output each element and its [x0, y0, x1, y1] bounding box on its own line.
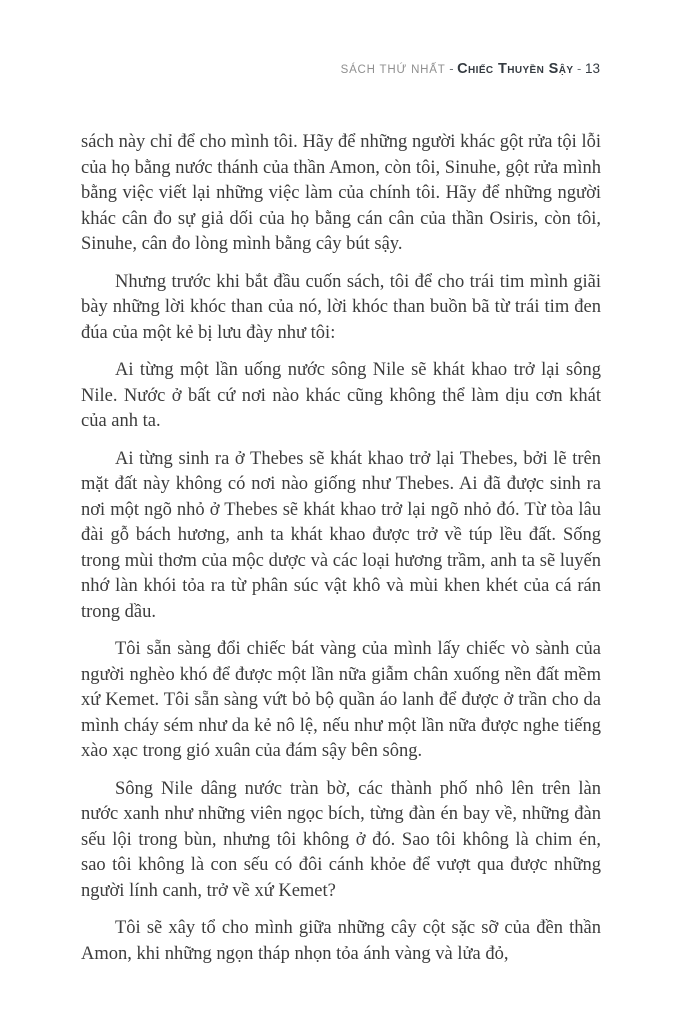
paragraph: Ai từng sinh ra ở Thebes sẽ khát khao trở lại Thebes, bởi lẽ trên mặt đất này không có nơi nào giống như Thebes. Ai đã được sinh ra nơi một ngõ nhỏ ở Thebes sẽ khát khao trở lại ngõ nhỏ đó. Từ tòa lâu đài gỗ bách hương, anh ta khát khao được trở về túp lều đất. Sống trong mùi thơm của mộc dược và các loại hương trầm, anh ta sẽ luyến nhớ làn khói tỏa ra từ phân súc vật khô và mùi khen khét của cá rán trong dầu. — [81, 448, 601, 622]
page-header — [0, 60, 600, 78]
chapter-title-label: Chiếc Thuyền Sậy — [457, 61, 574, 77]
paragraph: sách này chỉ để cho mình tôi. Hãy để những người khác gột rửa tội lỗi của họ bằng nước thánh của thần Amon, còn tôi, Sinuhe, gột rửa mình bằng việc viết lại những việc làm của chính tôi. Hãy để những người khác cân đo sự giả dối của họ bằng cán cân của thần Osiris, còn tôi, Sinuhe, cân đo lòng mình bằng cây bút sậy. — [81, 132, 601, 254]
paragraph: Nhưng trước khi bắt đầu cuốn sách, tôi để cho trái tim mình giãi bày những lời khóc than của nó, lời khóc than buồn bã từ trái tim đen đúa của một kẻ bị lưu đày như tôi: — [81, 271, 601, 343]
header-separator: - — [573, 61, 585, 76]
paragraph: Tôi sẽ xây tổ cho mình giữa những cây cột sặc sỡ của đền thần Amon, khi những ngọn tháp nhọn tỏa ánh vàng và lửa đỏ, — [81, 918, 601, 964]
paragraph: Ai từng một lần uống nước sông Nile sẽ khát khao trở lại sông Nile. Nước ở bất cứ nơi nào khác cũng không thể làm dịu cơn khát của anh ta. — [81, 360, 601, 431]
page-number: 13 — [584, 61, 600, 76]
header-separator: - — [445, 61, 458, 76]
paragraph: Tôi sẵn sàng đổi chiếc bát vàng của mình lấy chiếc vò sành của người nghèo khó để được một lần nữa giẫm chân xuống nền đất mềm xứ Kemet. Tôi sẵn sàng vứt bỏ bộ quần áo lanh để được ở trần cho da mình cháy sém như da kẻ nô lệ, nếu như một lần nữa được nghe tiếng xào xạc trong gió xuân của đám sậy bên sông. — [81, 639, 601, 761]
body-text — [81, 130, 601, 979]
paragraph: Sông Nile dâng nước tràn bờ, các thành phố nhô lên trên làn nước xanh như những viên ngọc bích, từng đàn én bay về, những đàn sếu lội trong bùn, nhưng tôi không ở đó. Sao tôi không là chim én, sao tôi không là con sếu có đôi cánh khỏe để vượt qua được những người lính canh, trở về xứ Kemet? — [81, 778, 601, 901]
book-title-label: SÁCH THỨ NHẤT — [340, 64, 446, 76]
